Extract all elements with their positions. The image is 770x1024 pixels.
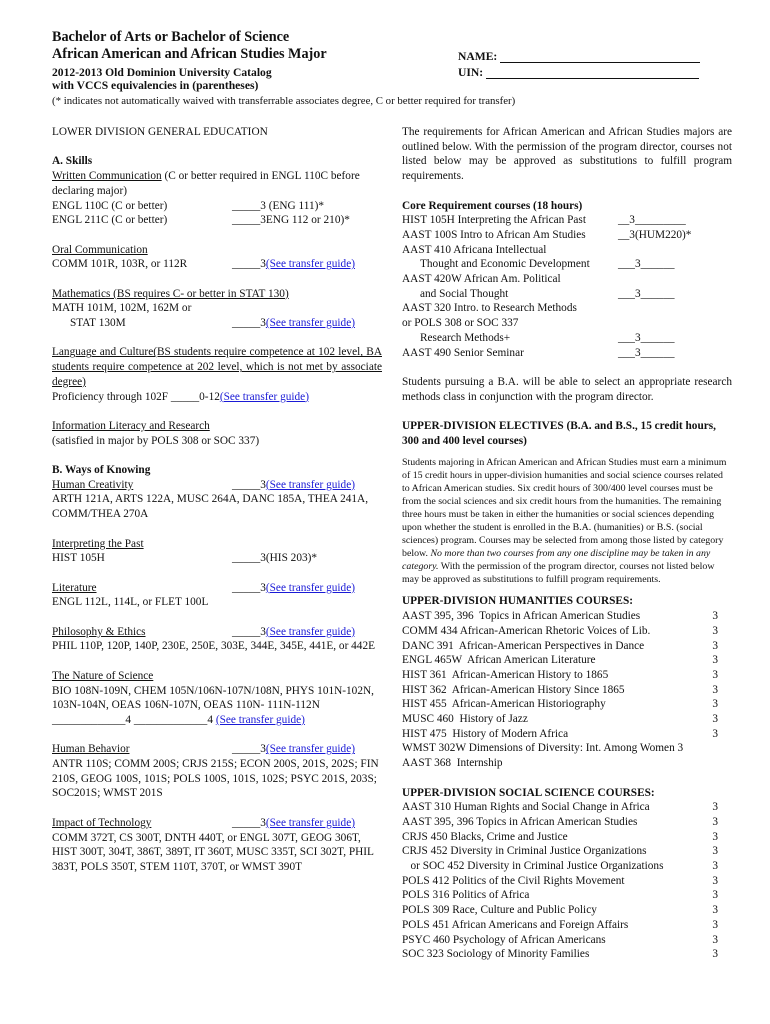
course-name: HIST 362 African-American History Since 1865: [402, 683, 625, 696]
core-course-name: AAST 420W African Am. Political: [402, 273, 561, 286]
literature-value: [232, 581, 355, 596]
core-course-row: [402, 346, 732, 361]
title-line-1: Bachelor of Arts or Bachelor of Science: [52, 29, 290, 45]
past-title: Interpreting the Past: [52, 537, 144, 550]
social-science-course-row: [402, 844, 732, 859]
literature-row: [52, 581, 382, 596]
core-course-row: [402, 272, 732, 287]
course-name: HIST 475 History of Modern Africa: [402, 727, 569, 740]
course-credits: 3: [712, 874, 718, 887]
course-name: SOC 323 Sociology of Minority Families: [402, 948, 590, 961]
creativity-title: Human Creativity: [52, 478, 134, 491]
course-name: HIST 361 African-American History to 1865: [402, 668, 609, 681]
catalog-subtitle: [52, 66, 272, 92]
math-blank: _____3: [232, 317, 266, 330]
social-science-course-row: [402, 859, 732, 874]
philosophy-blank: _____3: [232, 625, 266, 638]
engl-211-row: [52, 213, 382, 228]
course-credits: 3: [712, 801, 718, 814]
engl-110-label: ENGL 110C (C or better): [52, 199, 168, 212]
social-science-course-row: [402, 903, 732, 918]
course-credits: 3: [712, 654, 718, 667]
engl-211-value: _____3ENG 112 or 210)*: [232, 214, 350, 227]
course-name: CRJS 452 Diversity in Criminal Justice Organizations: [402, 845, 647, 858]
philosophy-value: [232, 625, 355, 640]
ba-note: Students pursuing a B.A. will be able to select an appropriate research methods class in conjunction with the program director.: [402, 375, 732, 403]
course-credits: 3: [712, 948, 718, 961]
course-credits: 3: [712, 933, 718, 946]
social-science-course-row: [402, 918, 732, 933]
course-credits: 3: [712, 639, 718, 652]
language-title: Language and Culture(BS students require competence at 102 level, BA students require competence at 202 level, which is not met by associate degree): [52, 346, 382, 388]
social-science-course-row: [402, 815, 732, 830]
engl-110-row: [52, 199, 382, 214]
science-title: The Nature of Science: [52, 669, 154, 682]
creativity-row: [52, 478, 382, 493]
core-course-credit: ___3______: [618, 346, 675, 359]
course-credits: 3: [712, 727, 718, 740]
core-course-name: AAST 490 Senior Seminar: [402, 346, 524, 359]
core-course-name: and Social Thought: [420, 287, 509, 300]
core-title: Core Requirement courses (18 hours): [402, 199, 583, 212]
literature-blank: _____3: [232, 581, 266, 594]
course-name: AAST 395, 396 Topics in African American Studies: [402, 815, 638, 828]
course-credits: 3: [712, 918, 718, 931]
course-credits: 3: [712, 845, 718, 858]
philosophy-row: [52, 625, 382, 640]
science-blanks: _____________4 _____________4: [52, 713, 216, 726]
comm-row: [52, 257, 382, 272]
course-name: POLS 412 Politics of the Civil Rights Movement: [402, 874, 625, 887]
core-course-credit: __3(HUM220)*: [618, 228, 692, 241]
humanities-course-row: [402, 683, 732, 698]
social-science-course-row: [402, 947, 732, 962]
humanities-list: [402, 609, 732, 771]
behavior-blank: _____3: [232, 743, 266, 756]
course-name: HIST 455 African-American Historiography: [402, 698, 606, 711]
creativity-value: [232, 478, 355, 493]
core-course-name: Research Methods+: [420, 331, 511, 344]
science-courses: BIO 108N-109N, CHEM 105N/106N-107N/108N, PHYS 101N-102N, 103N-104N, OEAS 106N-107N, OEAS 110N- 111N-112N: [52, 684, 374, 712]
core-course-credit: ___3______: [618, 331, 675, 344]
math-title: Mathematics (BS requires C- or better in STAT 130): [52, 287, 289, 300]
social-science-course-row: [402, 830, 732, 845]
name-blank[interactable]: [500, 51, 700, 63]
proficiency-row: [52, 390, 382, 405]
technology-courses: COMM 372T, CS 300T, DNTH 440T, or ENGL 307T, GEOG 306T, HIST 300T, 304T, 386T, 389T, IT 360T, MUSC 335T, SCI 302T, PHIL 383T, POLS 350T, STEM 110T, 370T, or WMST 390T: [52, 831, 374, 873]
course-name: POLS 451 African Americans and Foreign Affairs: [402, 918, 629, 931]
technology-row: [52, 816, 382, 831]
course-name: POLS 316 Politics of Africa: [402, 889, 530, 902]
humanities-course-row: [402, 653, 732, 668]
course-name: DANC 391 African-American Perspectives in Dance: [402, 639, 645, 652]
transfer-guide-link[interactable]: (See transfer guide): [265, 258, 355, 271]
core-course-row: [402, 257, 732, 272]
course-name: AAST 395, 396 Topics in African American Studies: [402, 610, 641, 623]
written-communication: [52, 169, 382, 198]
humanities-course-row: [402, 668, 732, 683]
core-course-row: [402, 316, 732, 331]
course-name: AAST 310 Human Rights and Social Change in Africa: [402, 801, 650, 814]
course-credits: 3: [712, 904, 718, 917]
asterisk-note: (* indicates not automatically waived with transferrable associates degree, C or better required for transfer): [52, 95, 516, 107]
core-course-name: AAST 320 Intro. to Research Methods: [402, 302, 577, 315]
math-value: [232, 316, 355, 331]
literature-courses: ENGL 112L, 114L, or FLET 100L: [52, 596, 209, 609]
humanities-course-row: [402, 639, 732, 654]
creativity-courses: ARTH 121A, ARTS 122A, MUSC 264A, DANC 185A, THEA 241A, COMM/THEA 270A: [52, 493, 369, 521]
philosophy-courses: PHIL 110P, 120P, 140P, 230E, 250E, 303E, 344E, 345E, 441E, or 442E: [52, 640, 376, 653]
technology-blank: _____3: [232, 816, 266, 829]
intro-text: The requirements for African American and African Studies majors are outlined below. With the permission of the program director, courses not listed below may be approved as substitutions to fulfill program requirements.: [402, 126, 732, 183]
course-credits: 3: [712, 698, 718, 711]
course-name: AAST 368 Internship: [402, 757, 503, 770]
electives-body: Students majoring in African American and African Studies must earn a minimum of 15 credit hours in upper-division humanities and social science courses related to African American studies. Six credit hours of 300/400 level courses must be from the social sciences and six credit hours from the humanities. The remaining three hours must be taken in either the humanities or social sciences depending upon whether the student is enrolled in the B.A. (humanities) or B.S. (social sciences) program. Courses may be selected from among those listed by category below.: [402, 457, 727, 560]
course-credits: 3: [712, 889, 718, 902]
science-row: [52, 713, 382, 728]
uin-label: UIN:: [458, 66, 484, 79]
transfer-guide-link[interactable]: (See transfer guide): [265, 478, 355, 491]
left-column: [52, 125, 382, 875]
uin-field[interactable]: [458, 66, 699, 79]
humanities-course-row: [402, 756, 732, 771]
uin-blank[interactable]: [486, 67, 699, 79]
oral-title: Oral Communication: [52, 243, 148, 256]
core-course-name: AAST 410 Africana Intellectual: [402, 243, 547, 256]
humanities-course-row: [402, 609, 732, 624]
course-credits: 3: [712, 815, 718, 828]
catalog-year: 2012-2013 Old Dominion University Catalog: [52, 66, 272, 79]
technology-title: Impact of Technology: [52, 816, 152, 829]
transfer-guide-link[interactable]: (See transfer guide): [265, 581, 355, 594]
math-courses: MATH 101M, 102M, 162M or: [52, 302, 192, 315]
behavior-value: [232, 742, 355, 757]
engl-110-value: _____3 (ENG 111)*: [232, 199, 325, 212]
social-science-course-row: [402, 888, 732, 903]
ways-heading: B. Ways of Knowing: [52, 464, 151, 477]
transfer-guide-link[interactable]: (See transfer guide): [265, 317, 355, 330]
social-science-course-row: [402, 874, 732, 889]
transfer-guide-link[interactable]: (See transfer guide): [265, 816, 355, 829]
core-course-row: [402, 243, 732, 258]
core-course-row: [402, 331, 732, 346]
hist-105-value: _____3(HIS 203)*: [232, 552, 318, 565]
electives-text: [402, 456, 732, 586]
course-credits: 3: [712, 610, 718, 623]
course-name: COMM 434 African-American Rhetoric Voices of Lib.: [402, 624, 651, 637]
transfer-guide-link[interactable]: (See transfer guide): [219, 390, 309, 403]
humanities-title: UPPER-DIVISION HUMANITIES COURSES:: [402, 595, 633, 608]
humanities-course-row: [402, 727, 732, 742]
course-credits: 3: [712, 668, 718, 681]
course-credits: 3: [712, 830, 718, 843]
social-science-title: UPPER-DIVISION SOCIAL SCIENCE COURSES:: [402, 786, 655, 799]
course-credits: 3: [712, 624, 718, 637]
behavior-courses: ANTR 110S; COMM 200S; CRJS 215S; ECON 200S, 201S, 202S; FIN 210S, GEOG 100S, 101S; POLS 100S, 101S, 102S; PSYC 201S, 203S; SOC201S; WMST 201S: [52, 758, 379, 800]
social-science-course-row: [402, 933, 732, 948]
written-requirement: (C or better required in ENGL 110C before declaring major): [52, 170, 360, 197]
course-name: POLS 309 Race, Culture and Public Policy: [402, 904, 597, 917]
course-credits: 3: [712, 683, 718, 696]
course-name: or SOC 452 Diversity in Criminal Justice Organizations: [402, 860, 664, 873]
core-list: [402, 213, 732, 360]
transfer-guide-link[interactable]: (See transfer guide): [265, 625, 355, 638]
hist-105-row: [52, 551, 382, 566]
comm-label: COMM 101R, 103R, or 112R: [52, 258, 188, 271]
transfer-guide-link[interactable]: (See transfer guide): [265, 743, 355, 756]
comm-value: [232, 257, 355, 272]
core-course-credit: ___3______: [618, 258, 675, 271]
electives-italic: No more than two courses from any one discipline may be taken in any category.: [402, 548, 711, 573]
infolit-note: (satisfied in major by POLS 308 or SOC 337): [52, 434, 260, 447]
core-course-name: or POLS 308 or SOC 337: [402, 317, 519, 330]
core-course-row: [402, 301, 732, 316]
behavior-title: Human Behavior: [52, 743, 130, 756]
core-course-row: [402, 287, 732, 302]
course-name: CRJS 450 Blacks, Crime and Justice: [402, 830, 568, 843]
lower-division-heading: LOWER DIVISION GENERAL EDUCATION: [52, 126, 268, 138]
creativity-blank: _____3: [232, 478, 266, 491]
document-title: [52, 29, 327, 63]
behavior-row: [52, 742, 382, 757]
proficiency-label: Proficiency through 102F _____0-12: [52, 390, 220, 403]
core-course-row: [402, 228, 732, 243]
core-course-name: HIST 105H Interpreting the African Past: [402, 214, 586, 227]
transfer-guide-link[interactable]: (See transfer guide): [215, 713, 305, 726]
written-title: Written Communication: [52, 170, 162, 183]
electives-tail: With the permission of the program director, courses not listed below may be approved as substitutions to fulfill program requirements.: [402, 561, 715, 586]
right-column: [402, 125, 732, 962]
humanities-course-row: [402, 624, 732, 639]
philosophy-title: Philosophy & Ethics: [52, 625, 146, 638]
engl-211-label: ENGL 211C (C or better): [52, 214, 168, 227]
title-line-2: African American and African Studies Major: [52, 46, 327, 62]
name-label: NAME:: [458, 50, 498, 63]
hist-105-label: HIST 105H: [52, 552, 105, 565]
course-credits: 3: [712, 713, 718, 726]
humanities-course-row: [402, 712, 732, 727]
comm-blank: _____3: [232, 258, 266, 271]
core-course-credit: ___3______: [618, 287, 675, 300]
vccs-note: with VCCS equivalencies in (parentheses): [52, 79, 259, 92]
name-field[interactable]: [458, 50, 700, 63]
course-name: ENGL 465W African American Literature: [402, 654, 596, 667]
electives-title: UPPER-DIVISION ELECTIVES (B.A. and B.S., 15 credit hours, 300 and 400 level courses): [402, 420, 716, 447]
humanities-course-row: [402, 741, 732, 756]
stat-label: STAT 130M: [70, 317, 126, 330]
course-credits: 3: [712, 860, 718, 873]
course-name: MUSC 460 History of Jazz: [402, 713, 528, 726]
course-name: PSYC 460 Psychology of African Americans: [402, 933, 606, 946]
stat-row: [52, 316, 382, 331]
course-name: WMST 302W Dimensions of Diversity: Int. Among Women 3: [402, 742, 684, 755]
core-course-credit: __3_________: [618, 214, 686, 227]
social-science-course-row: [402, 800, 732, 815]
core-course-name: AAST 100S Intro to African Am Studies: [402, 228, 586, 241]
literature-title: Literature: [52, 581, 97, 594]
core-course-row: [402, 213, 732, 228]
humanities-course-row: [402, 697, 732, 712]
infolit-title: Information Literacy and Research: [52, 419, 210, 432]
technology-value: [232, 816, 355, 831]
core-course-name: Thought and Economic Development: [420, 258, 590, 271]
skills-heading: A. Skills: [52, 155, 93, 168]
social-science-list: [402, 800, 732, 962]
